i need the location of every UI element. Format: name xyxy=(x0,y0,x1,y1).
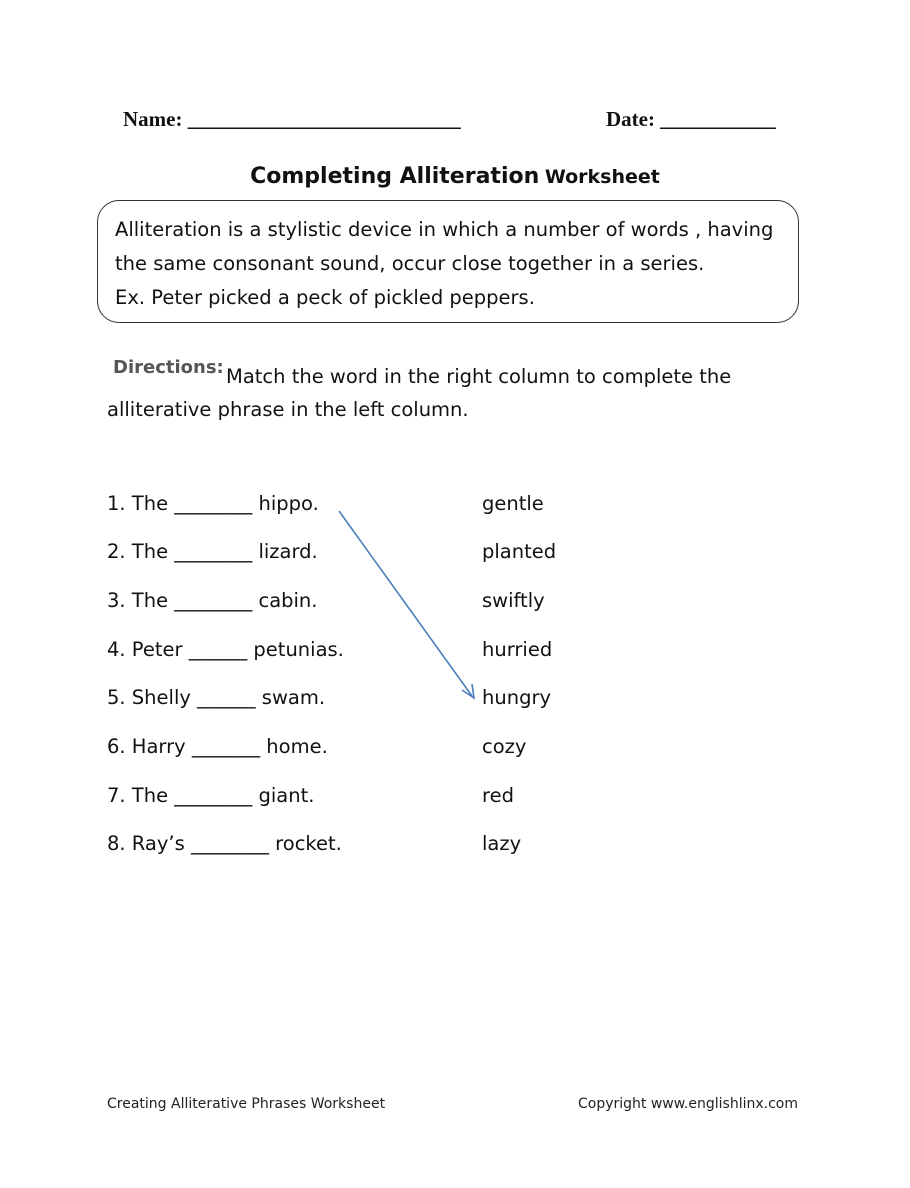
phrase-4: 4. Peter ______ petunias. xyxy=(107,638,344,661)
name-field-label: Name: __________________________ xyxy=(123,107,461,131)
word-1: gentle xyxy=(482,492,544,515)
title-suffix: Worksheet xyxy=(544,166,660,188)
arrow-line xyxy=(339,511,472,696)
date-field-label: Date: ___________ xyxy=(606,107,776,131)
definition-line-1: Alliteration is a stylistic device in which a number of words , having xyxy=(115,218,774,241)
phrase-5: 5. Shelly ______ swam. xyxy=(107,686,326,709)
word-7: red xyxy=(482,784,514,807)
directions-text: Match the word in the right column to complete the alliterative phrase in the left column. xyxy=(107,365,732,421)
phrase-7: 7. The ________ giant. xyxy=(107,784,315,807)
word-8: lazy xyxy=(482,832,522,855)
phrase-2: 2. The ________ lizard. xyxy=(107,540,318,563)
word-3: swiftly xyxy=(482,589,545,612)
definition-example: Ex. Peter picked a peck of pickled peppers. xyxy=(115,286,535,309)
word-4: hurried xyxy=(482,638,553,661)
word-6: cozy xyxy=(482,735,527,758)
word-2: planted xyxy=(482,540,557,563)
title-main: Completing Alliteration xyxy=(250,164,540,189)
phrase-8: 8. Ray’s ________ rocket. xyxy=(107,832,342,855)
word-5: hungry xyxy=(482,686,552,709)
definition-line-2: the same consonant sound, occur close together in a series. xyxy=(115,252,705,275)
phrase-6: 6. Harry _______ home. xyxy=(107,735,328,758)
directions-label: Directions: xyxy=(113,357,224,378)
footer-copyright: Copyright www.englishlinx.com xyxy=(578,1096,798,1112)
phrase-3: 3. The ________ cabin. xyxy=(107,589,318,612)
footer-left: Creating Alliterative Phrases Worksheet xyxy=(107,1096,386,1112)
phrase-1: 1. The ________ hippo. xyxy=(107,492,319,515)
